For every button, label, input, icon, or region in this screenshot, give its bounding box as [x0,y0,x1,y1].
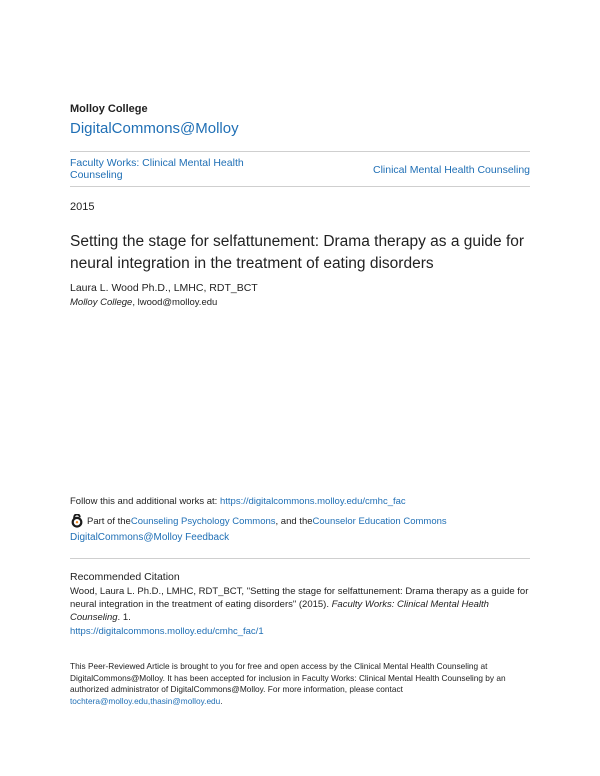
citation-text: Wood, Laura L. Ph.D., LMHC, RDT_BCT, "Setting the stage for selfattunement: Drama therapy as a guide for neural integration in the treatment of eating disorders" (2015). [70,586,529,610]
part-of-middle: , and the [275,515,313,527]
citation-body [70,585,540,624]
article-title: Setting the stage for selfattunement: Drama therapy as a guide for neural integration in the treatment of eating disorders [70,233,525,272]
author-email: , lwood@molloy.edu [132,297,218,308]
citation-suffix: . 1. [117,612,131,623]
author-affiliation [70,297,217,308]
follow-prefix: Follow this and additional works at: [70,496,220,507]
author-name: Laura L. Wood Ph.D., LMHC, RDT_BCT [70,282,258,294]
counseling-psychology-commons-link[interactable]: Counseling Psychology Commons [130,515,276,527]
divider-series [70,186,530,187]
repository-link[interactable]: DigitalCommons@Molloy [70,120,239,137]
contact-email-link[interactable]: tochtera@molloy.edu,thasin@molloy.edu [70,695,221,706]
part-of-line [70,514,447,528]
feedback-link[interactable]: DigitalCommons@Molloy Feedback [70,532,230,543]
divider-citation [70,558,530,559]
notice-text: This Peer-Reviewed Article is brought to you for free and open access by the Clinical Mental Health Counseling at DigitalCommons@Molloy. It has been accepted for inclusion in Faculty Works: Clinical Mental Health Counseling by an authorized administrator of DigitalCommons@Molloy. For more information, please contact [70,661,506,694]
institution-name: Molloy College [70,103,148,115]
open-access-icon [70,514,84,528]
citation-series: Faculty Works: Clinical Mental Health Counseling [70,599,489,623]
series-link-department[interactable]: Clinical Mental Health Counseling [373,164,530,176]
notice-end: . [220,695,223,706]
follow-url-link[interactable]: https://digitalcommons.molloy.edu/cmhc_fac [219,496,406,507]
access-notice [70,661,540,707]
counselor-education-commons-link[interactable]: Counselor Education Commons [312,515,447,527]
series-link-faculty-works[interactable]: Faculty Works: Clinical Mental Health Counseling [70,157,244,181]
citation-url-link[interactable]: https://digitalcommons.molloy.edu/cmhc_fac/1 [70,626,264,637]
part-of-prefix: Part of the [87,515,131,527]
follow-line [70,496,406,507]
citation-heading: Recommended Citation [70,571,180,583]
publication-year: 2015 [70,201,95,213]
divider-top [70,151,530,152]
author-institution: Molloy College [70,297,133,308]
